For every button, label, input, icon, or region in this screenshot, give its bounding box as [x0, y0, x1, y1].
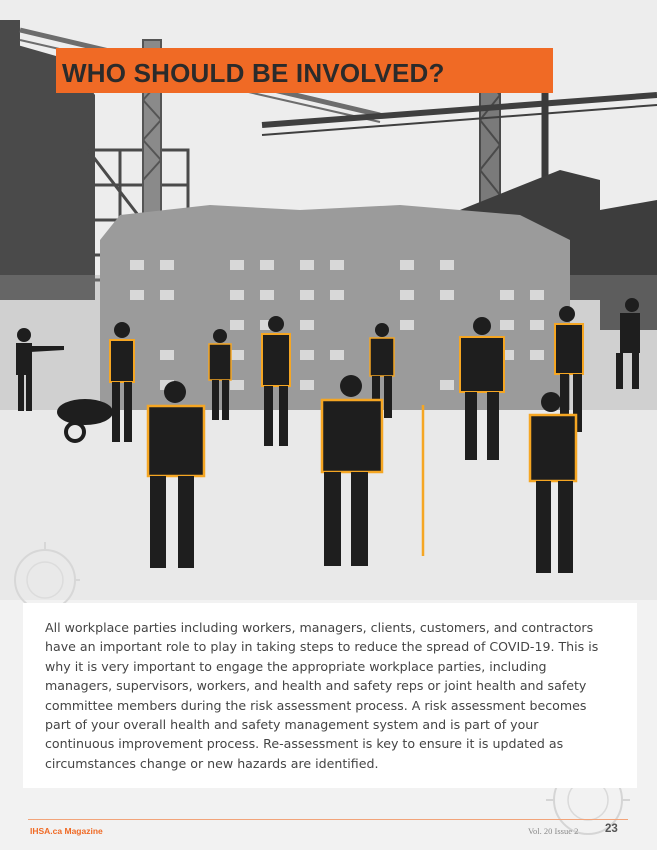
footer-divider	[28, 819, 628, 820]
page-title: WHO SHOULD BE INVOLVED?	[62, 58, 445, 88]
footer-publication: IHSA.ca Magazine	[30, 826, 103, 836]
page-number: 23	[605, 823, 618, 835]
article-paragraph: All workplace parties including workers, managers, clients, customers, and contractors have an important role to play in taking steps to reduce the spread of COVID-19. This is why it is very important to engage the appropriate workplace parties, including managers, supervisors, workers, and health and safety reps or joint health and safety committee members during the risk assessment process. A risk assessment becomes part of your overall health and safety management system and is part of your continuous improvement process. Re-assessment is key to ensure it is updated as circumstances change or new hazards are identified.	[45, 620, 599, 771]
footer-issue: Vol. 20 Issue 2	[528, 826, 579, 836]
